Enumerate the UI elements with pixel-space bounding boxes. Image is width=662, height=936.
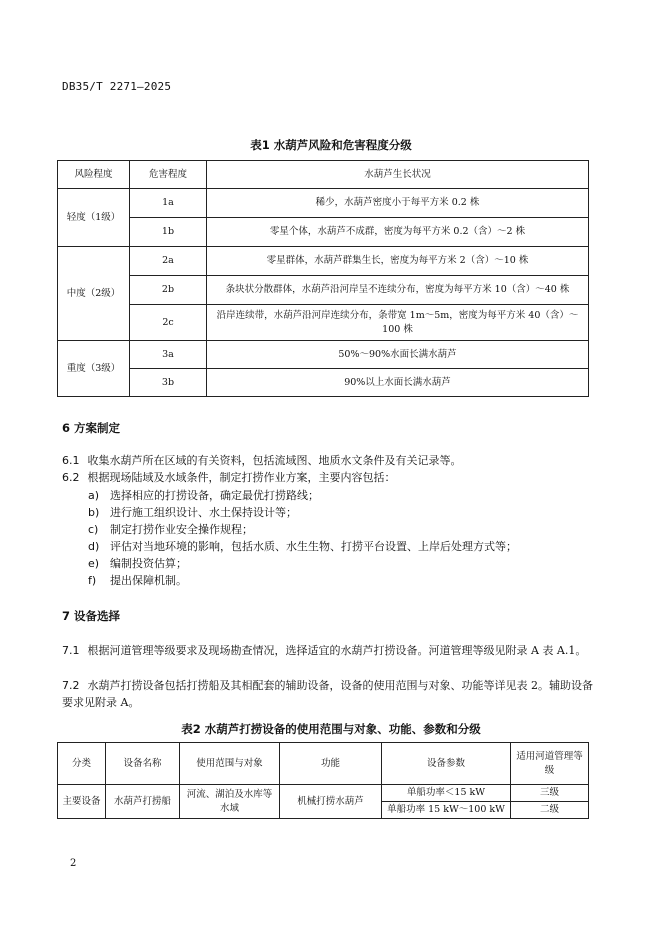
clause-number: 7.2	[62, 679, 80, 692]
status-cell: 条块状分散群体，水葫芦沿河岸呈不连续分布，密度为每平方米 10（含）～40 株	[207, 276, 589, 305]
table-row	[58, 341, 589, 369]
scope-cell: 河流、湖泊及水库等水域	[180, 785, 280, 819]
clause-7-1	[62, 642, 600, 659]
list-item-label: a)	[88, 489, 100, 502]
status-cell: 沿岸连续带，水葫芦沿河岸连续分布，条带宽 1m～5m，密度为每平方米 40（含）～100 株	[207, 305, 589, 341]
clause-number: 6.2	[62, 471, 80, 484]
status-cell: 90%以上水面长满水葫芦	[207, 369, 589, 397]
table1-header-risk: 风险程度	[58, 161, 130, 189]
table1-header-status: 水葫芦生长状况	[207, 161, 589, 189]
harm-level-cell: 2a	[130, 247, 207, 276]
list-item-label: e)	[88, 557, 100, 570]
clause-text: 水葫芦打捞设备包括打捞船及其相配套的辅助设备，设备的使用范围与对象、功能等详见表 2。辅助设备要求见附录 A。	[62, 679, 593, 709]
table2-header-row	[58, 743, 589, 785]
status-cell: 稀少，水葫芦密度小于每平方米 0.2 株	[207, 189, 589, 218]
harm-level-cell: 3a	[130, 341, 207, 369]
list-item-label: f)	[88, 574, 97, 587]
clause-text: 收集水葫芦所在区域的有关资料，包括流域图、地质水文条件及有关记录等。	[87, 454, 462, 467]
harm-level-cell: 1a	[130, 189, 207, 218]
list-item	[88, 504, 297, 521]
param-cell: 单船功率 15 kW～100 kW	[382, 802, 511, 819]
table-row	[58, 247, 589, 276]
clause-7-2	[62, 677, 600, 711]
list-item-text: 制定打捞作业安全操作规程；	[110, 523, 253, 536]
status-cell: 零星个体，水葫芦不成群，密度为每平方米 0.2（含）～2 株	[207, 218, 589, 247]
harm-level-cell: 3b	[130, 369, 207, 397]
table1-caption: 表1 水葫芦风险和危害程度分级	[250, 138, 412, 152]
status-cell: 零星群体，水葫芦群集生长，密度为每平方米 2（含）～10 株	[207, 247, 589, 276]
table2-header-category: 分类	[58, 743, 106, 785]
grade-cell: 二级	[511, 802, 589, 819]
risk-level-cell: 重度（3级）	[58, 341, 130, 397]
clause-6-2	[62, 469, 600, 486]
table2-header-params: 设备参数	[382, 743, 511, 785]
table2-header-scope: 使用范围与对象	[180, 743, 280, 785]
list-item-label: c)	[88, 523, 99, 536]
table-row	[58, 785, 589, 802]
table1-header-harm: 危害程度	[130, 161, 207, 189]
section-6-title: 6 方案制定	[62, 421, 121, 435]
list-item-text: 选择相应的打捞设备，确定最优打捞路线；	[110, 489, 319, 502]
param-cell: 单船功率＜15 kW	[382, 785, 511, 802]
list-item	[88, 572, 187, 589]
section-7-title: 7 设备选择	[62, 609, 121, 623]
status-cell: 50%～90%水面长满水葫芦	[207, 341, 589, 369]
category-cell: 主要设备	[58, 785, 106, 819]
list-item	[88, 487, 319, 504]
list-item-label: b)	[88, 506, 100, 519]
equipment-name-cell: 水葫芦打捞船	[106, 785, 180, 819]
table1	[57, 160, 589, 397]
risk-level-cell: 中度（2级）	[58, 247, 130, 341]
page-number: 2	[70, 858, 77, 869]
table2-header-function: 功能	[280, 743, 382, 785]
list-item-text: 评估对当地环境的影响，包括水质、水生生物、打捞平台设置、上岸后处理方式等；	[110, 540, 517, 553]
clause-number: 7.1	[62, 644, 80, 657]
clause-number: 6.1	[62, 454, 80, 467]
harm-level-cell: 2b	[130, 276, 207, 305]
risk-level-cell: 轻度（1级）	[58, 189, 130, 247]
list-item	[88, 538, 517, 555]
harm-level-cell: 1b	[130, 218, 207, 247]
clause-text: 根据现场陆域及水域条件，制定打捞作业方案，主要内容包括：	[87, 471, 396, 484]
table-row	[58, 305, 589, 341]
table2	[57, 742, 589, 819]
table2-header-name: 设备名称	[106, 743, 180, 785]
harm-level-cell: 2c	[130, 305, 207, 341]
clause-6-1	[62, 452, 600, 469]
grade-cell: 三级	[511, 785, 589, 802]
list-item	[88, 555, 187, 572]
document-number: DB35/T 2271—2025	[62, 80, 172, 93]
list-item	[88, 521, 253, 538]
list-item-text: 编制投资估算；	[110, 557, 187, 570]
list-item-label: d)	[88, 540, 100, 553]
list-item-text: 进行施工组织设计、水土保持设计等；	[110, 506, 297, 519]
table-row	[58, 369, 589, 397]
function-cell: 机械打捞水葫芦	[280, 785, 382, 819]
table2-caption: 表2 水葫芦打捞设备的使用范围与对象、功能、参数和分级	[181, 722, 481, 736]
table-row	[58, 276, 589, 305]
list-item-text: 提出保障机制。	[110, 574, 187, 587]
table-row	[58, 218, 589, 247]
clause-text: 根据河道管理等级要求及现场勘查情况，选择适宜的水葫芦打捞设备。河道管理等级见附录 A 表 A.1。	[87, 644, 587, 657]
table-row	[58, 189, 589, 218]
table2-header-grade: 适用河道管理等级	[511, 743, 589, 785]
table1-header-row	[58, 161, 589, 189]
